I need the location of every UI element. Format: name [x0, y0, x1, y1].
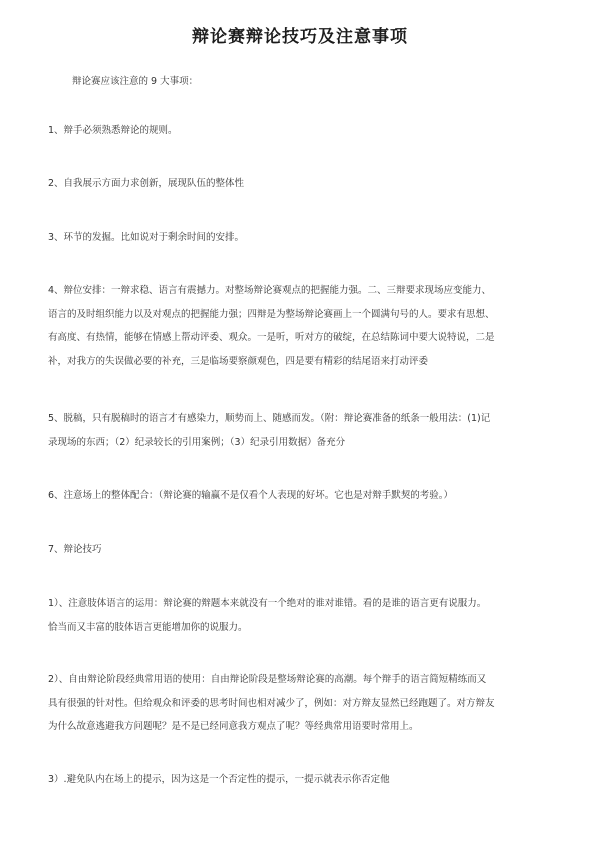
item-7-1-line: 恰当而又丰富的肢体语言更能增加你的说服力。: [48, 621, 248, 633]
item-4: [48, 279, 563, 373]
item-7-1: [48, 592, 563, 639]
item-1: [48, 119, 563, 143]
item-3: [48, 226, 563, 250]
item-7: [48, 538, 563, 562]
intro-paragraph: 辩论赛应该注意的 9 大事项：: [72, 76, 199, 87]
item-5: [48, 407, 563, 454]
item-4-line: 语言的及时组织能力以及对观点的把握能力强；四辩是为整场辩论赛画上一个圆满句号的人。要求有思想、: [48, 308, 495, 320]
item-7-2-line: 为什么故意逃避我方问题呢？是不是已经同意我方观点了呢？等经典常用语要时常用上。: [48, 721, 419, 732]
item-2: [48, 172, 563, 196]
item-7-2-line: 具有很强的针对性。但给观众和评委的思考时间也相对减少了，例如：对方辩友显然已经跑题了。对方辩友: [48, 697, 495, 709]
item-1-line: 1、辩手必须熟悉辩论的规则。: [48, 125, 178, 136]
item-4-line: 4、辩位安排：一辩求稳、语言有震撼力。对整场辩论赛观点的把握能力强。二、三辩要求现场应变能力、: [48, 285, 492, 296]
item-5-line: 5、脱稿，只有脱稿时的语言才有感染力，顺势而上、随感而发。（附：辩论赛准备的纸条一般用法：(1)记: [48, 413, 491, 424]
item-7-1-line: 1）、注意肢体语言的运用：辩论赛的辩题本来就没有一个绝对的谁对谁错。看的是谁的语言更有说服力。: [48, 598, 487, 609]
item-7-line: 7、辩论技巧: [48, 544, 102, 555]
item-6: [48, 484, 563, 508]
item-4-line: 补，对我方的失误做必要的补充，三是临场要察颜观色，四是要有精彩的结尾语来打动评委: [48, 355, 429, 367]
item-5-line: 录现场的东西；（2）纪录较长的引用案例；（3）纪录引用数据）备充分: [48, 436, 346, 448]
item-6-line: 6、注意场上的整体配合：（辩论赛的输赢不是仅看个人表现的好坏。它也是对辩手默契的考验。）: [48, 490, 454, 501]
item-7-3: [48, 768, 563, 792]
item-2-line: 2、自我展示方面力求创新，展现队伍的整体性: [48, 178, 245, 189]
document-title: 辩论赛辩论技巧及注意事项: [192, 27, 408, 47]
item-7-2-line: 2）、自由辩论阶段经典常用语的使用：自由辩论阶段是整场辩论赛的高潮。每个辩手的语言简短精练而又: [48, 674, 487, 685]
item-7-3-line: 3）.避免队内在场上的提示，因为这是一个否定性的提示，一提示就表示你否定他: [48, 774, 390, 785]
item-7-2: [48, 668, 563, 739]
item-3-line: 3、环节的发掘。比如说对于剩余时间的安排。: [48, 232, 245, 243]
item-4-line: 有高度、有热情，能够在情感上帮动评委、观众。一是听，听对方的破绽，在总结陈词中要大说特说，二是: [48, 332, 495, 343]
